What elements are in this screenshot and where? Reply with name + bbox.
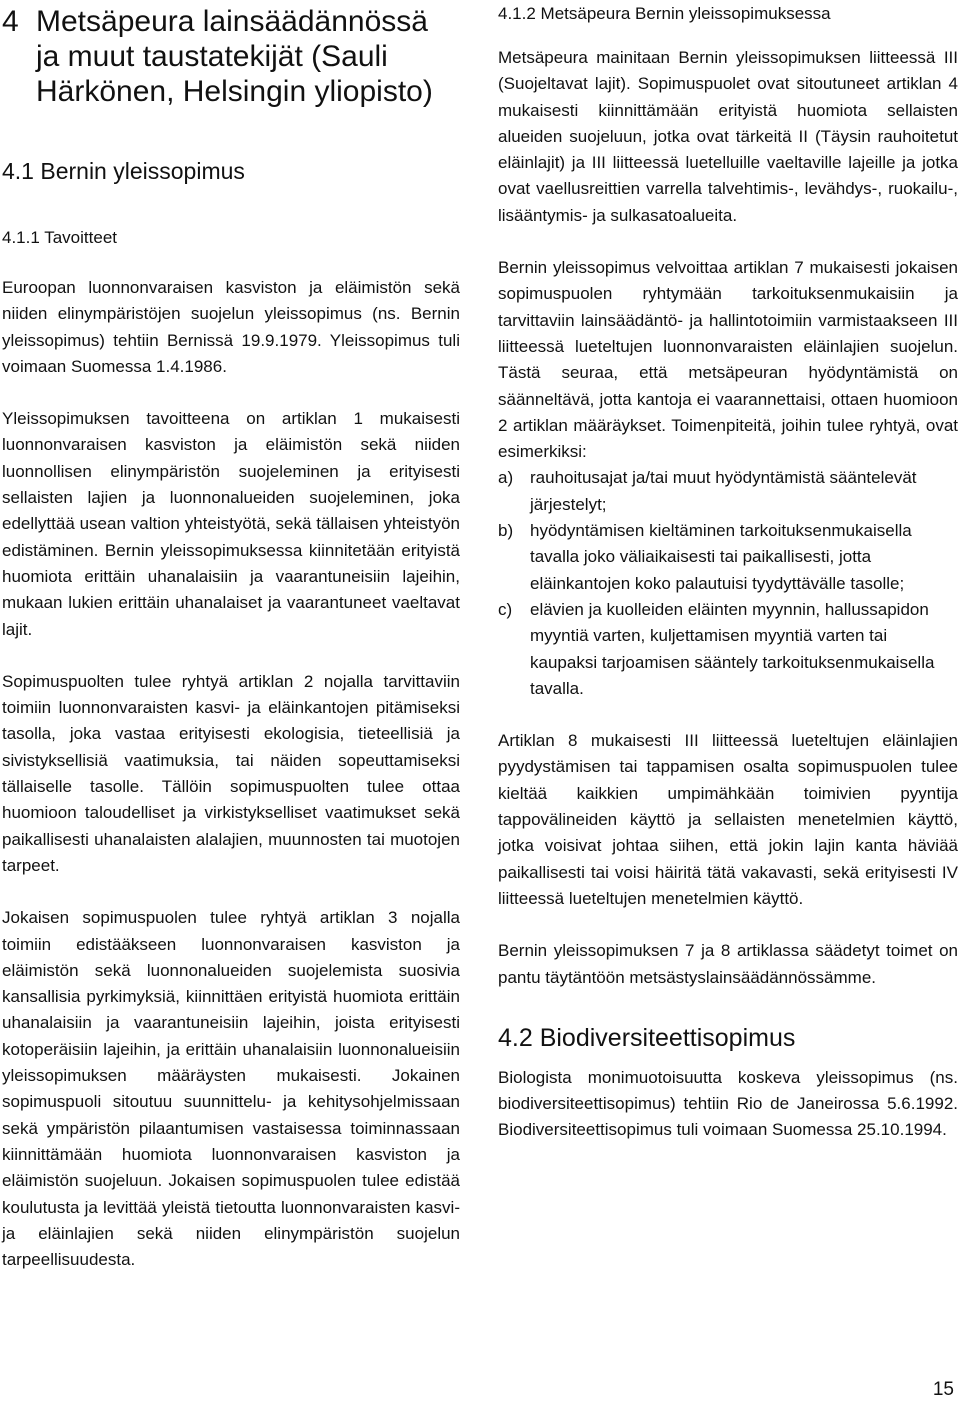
paragraph: Bernin yleissopimus velvoittaa artiklan 7 mukaisesti jokaisen sopimuspuolen ryhtymään tarkoituksenmukaisiin ja tarvittaviin lainsäädäntö- ja hallintotoimiin varmistaakseen III liitteessä lueteltujen luonnonvaraisten eläinlajien suojelun. Tästä seuraa, että metsäpeuran hyödyntämistä on säänneltävä, jotta kantoja ei vaarannettaisi, ottaen huomioon 2 artiklan määräykset. Toimenpiteitä, joihin tulee ryhtyä, ovat esimerkiksi: [498,258,958,462]
chapter-title-line-3: Härkönen, Helsingin yliopisto) [36,75,433,108]
list-item-text: hyödyntämisen kieltäminen tarkoituksenmukaisella tavalla joko väliaikaisesti tai paikallisesti, jotta eläinkantojen koko palautuisi tyydyttävälle tasolle; [530,521,912,593]
chapter-title [2,4,460,109]
section-heading-4-2: 4.2 Biodiversiteettisopimus [498,1023,796,1052]
section-heading-4-1: 4.1 Bernin yleissopimus [2,158,245,184]
paragraph: Euroopan luonnonvaraisen kasviston ja eläimistön sekä niiden elinympäristöjen suojelun yleissopimus (ns. Bernin yleissopimus) tehtiin Bernissä 19.9.1979. Yleissopimus tuli voimaan Suomessa 1.4.1986. [2,278,460,376]
list-item-text: elävien ja kuolleiden eläinten myynnin, hallussapidon myyntiä varten, kuljettamisen myyntiä varten tai kaupaksi tarjoamisen sääntely tarkoituksenmukaisella tavalla. [530,599,935,698]
chapter-title-line-2: ja muut taustatekijät (Sauli [36,40,388,73]
list-marker: c) [498,599,513,619]
list-item [498,518,958,597]
subsection-heading-4-1-2: 4.1.2 Metsäpeura Bernin yleissopimuksessa [498,4,831,23]
paragraph: Metsäpeura mainitaan Bernin yleissopimuksen liitteessä III (Suojeltavat lajit). Sopimuspuolet ovat sitoutuneet artiklan 4 mukaisesti kiinnittämään erityistä huomiota sellaisten alueiden suojeluun, jotka ovat tärkeitä II (Täysin rauhoitetut eläinlajit) ja III liitteessä luetelluille vaeltaville lajeille ja jotka ovat vaellusreittien varrella talvehtimis-, levähdys-, ruokailu-, lisääntymis- ja sulkasatoalueita. [498,48,958,225]
right-column [498,0,958,1144]
list-item [498,597,958,702]
paragraph: Artiklan 8 mukaisesti III liitteessä lueteltujen eläinlajien pyydystämisen tai tappamisen osalta sopimuspuolen tulee kieltää kaikkien umpimähkään toimivien pyyntija tappovälineiden käyttö ja sellaisten menetelmien käyttö, jotka voisivat johtaa siihen, että jokin lajin kanta häviää paikallisesti tai voisi häiritä tätä vakavasti, sekä erityisesti IV liitteessä lueteltujen menetelmien käyttö. [498,731,958,908]
paragraph: Biologista monimuotoisuutta koskeva yleissopimus (ns. biodiversiteettisopimus) tehtiin Rio de Janeirossa 5.6.1992. Biodiversiteettisopimus tuli voimaan Suomessa 25.10.1994. [498,1067,958,1140]
page-number: 15 [932,1379,954,1400]
chapter-title-line-1: Metsäpeura lainsäädännössä [36,5,428,38]
list-marker: a) [498,468,514,488]
paragraph: Bernin yleissopimuksen 7 ja 8 artiklassa säädetyt toimet on pantu täytäntöön metsästyslainsäädännössämme. [498,941,958,987]
paragraph: Sopimuspuolten tulee ryhtyä artiklan 2 nojalla tarvittaviin toimiin luonnonvaraisten kasvi- ja eläinkantojen pitämiseksi tasolla, joka vastaa erityisesti ekologisia, tieteellisiä ja sivistyksellisiä vaatimuksia, tai näiden sopeuttamiseksi tällaiselle tasolle. Tällöin sopimuspuolten tulee ottaa huomioon taloudelliset ja virkistykselliset vaatimukset sekä paikallisesti uhanalaisten alalajien, muunnosten tai muotojen tarpeet. [2,671,460,875]
list-item-text: rauhoitusajat ja/tai muut hyödyntämistä sääntelevät järjestelyt; [530,468,917,514]
list-item [498,465,958,518]
subsection-heading-4-1-1: 4.1.1 Tavoitteet [2,228,117,247]
measures-list [498,465,958,702]
paragraph: Jokaisen sopimuspuolen tulee ryhtyä artiklan 3 nojalla toimiin edistääkseen luonnonvaraisen kasviston ja eläimistön sekä luonnonalueiden suojelemista suosivia kansallisia pyrkimyksiä, kiinnittäen erityistä huomiota erittäin uhanalaisiin ja vaarantuneisiin lajeihin, joista erityisesti kotoperäisiin lajeihin, ja erittäin uhanalaisiin luonnonalueisiin yleissopimuksen määräysten mukaisesti. Jokainen sopimuspuoli sitoutuu suunnittelu- ja kehitysohjelmissaan sekä ympäristön pilaantumisen vastaisessa toiminnassaan kiinnittämään huomiota luonnonvaraisen kasviston ja eläimistön suojeluun. Jokaisen sopimuspuolen tulee edistää koulutusta ja levittää yleistä tietoutta luonnonvaraisten kasvi- ja eläinlajien sekä niiden elinympäristön suojelun tarpeellisuudesta. [2,908,460,1270]
list-marker: b) [498,521,514,541]
paragraph: Yleissopimuksen tavoitteena on artiklan 1 mukaisesti luonnonvaraisen kasviston ja eläimistön sekä niiden luonnollisen elinympäristön suojeleminen ja erityisesti sellaisten lajien ja luonnonalueiden suojeleminen, joka edellyttää usean valtion yhteistyötä, sekä tällaisen yhteistyön edistäminen. Bernin yleissopimuksessa kiinnitetään erityistä huomiota erittäin uhanalaisiin ja vaarantuneisiin lajeihin, mukaan lukien erittäin uhanalaiset ja vaarantuneet vaeltavat lajit. [2,409,460,639]
chapter-number: 4 [2,5,19,38]
left-column [2,0,460,1273]
